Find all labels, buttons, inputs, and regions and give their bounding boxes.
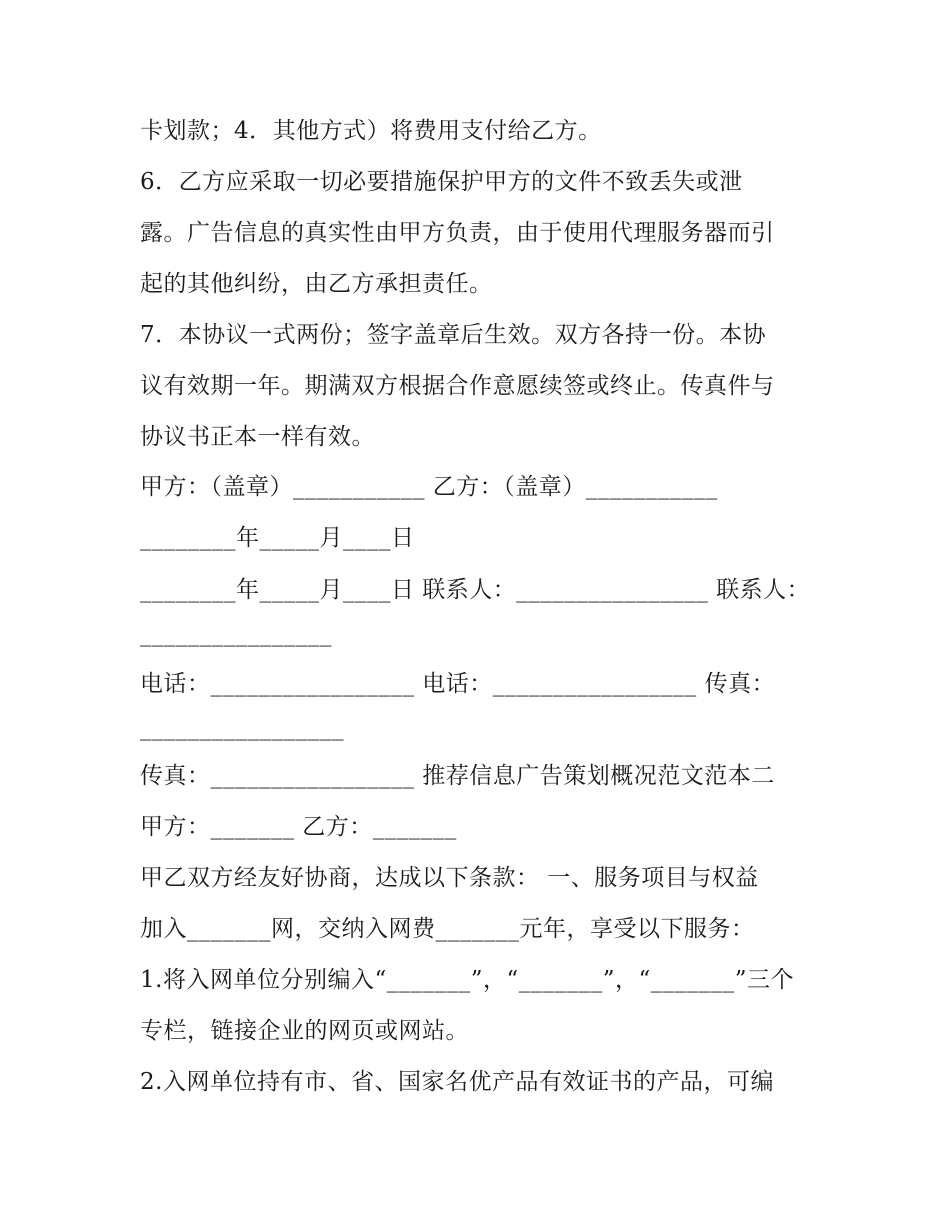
text-line: 7．本协议一式两份；签字盖章后生效。双方各持一份。本协 [140,322,767,348]
text-line: 2.入网单位持有市、省、国家名优产品有效证书的产品，可编 [140,1069,774,1095]
signature-line-party-a-b: 甲方：（盖章）___________ 乙方：（盖章）___________ [140,474,718,500]
text-line: 协议书正本一样有效。 [140,424,375,450]
text-line: 加入_______网，交纳入网费_______元年，享受以下服务： [140,916,755,942]
text-line: 1.将入网单位分别编入“_______”，“_______”，“_______”三个 [140,967,794,993]
text-line: 议有效期一年。期满双方根据合作意愿续签或终止。传真件与 [140,373,775,399]
text-line: 露。广告信息的真实性由甲方负责，由于使用代理服务器而引 [140,220,775,246]
date-line: ________年_____月____日 [140,525,415,551]
phone-fax-line: 电话：_________________ 电话：_________________ 传真： [140,671,776,697]
contact-blank-line: ________________ [140,621,332,647]
text-line: 起的其他纠纷，由乙方承担责任。 [140,271,493,297]
fax-title-line: 传真：_________________ 推荐信息广告策划概况范文范本二 [140,763,775,789]
text-line: 卡划款；4．其他方式）将费用支付给乙方。 [140,118,602,144]
fax-blank-line: _________________ [140,715,344,741]
date-contact-line: ________年_____月____日 联系人：________________ 联系人： [140,577,811,603]
text-line: 甲乙双方经友好协商，达成以下条款： 一、服务项目与权益 [140,865,759,891]
text-line: 专栏，链接企业的网页或网站。 [140,1018,469,1044]
text-line: 6．乙方应采取一切必要措施保护甲方的文件不致丢失或泄 [140,169,743,195]
party-line: 甲方：_______ 乙方：_______ [140,814,457,840]
